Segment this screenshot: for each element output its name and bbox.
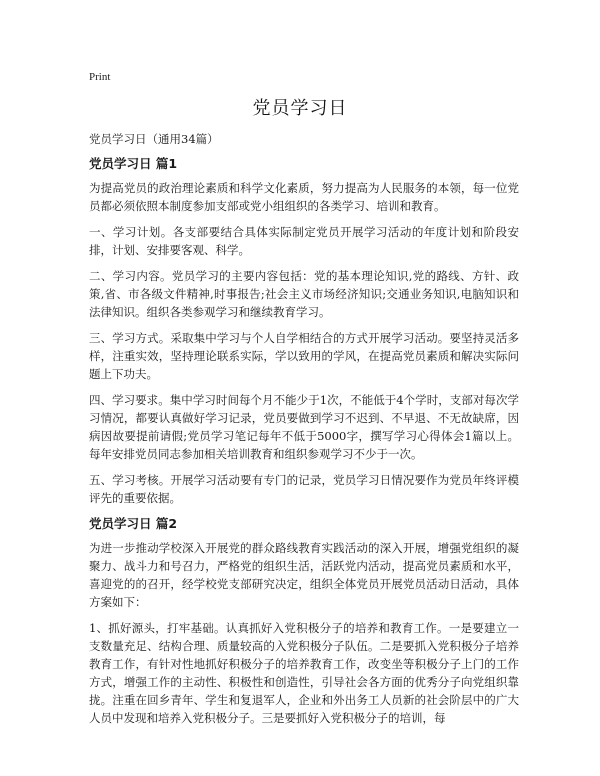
- paragraph: 为提高党员的政治理论素质和科学文化素质，努力提高为人民服务的本领，每一位党员都必须依照本制度参加支部或党小组组织的各类学习、培训和教育。: [89, 181, 519, 213]
- document-body: [89, 131, 519, 735]
- section-2: [89, 515, 519, 727]
- section-1: [89, 155, 519, 507]
- document-subtitle: 党员学习日（通用34篇）: [89, 132, 219, 146]
- paragraph: 五、学习考核。开展学习活动要有专门的记录，党员学习日情况要作为党员年终评模评先的重要依据。: [89, 473, 519, 505]
- paragraph: 二、学习内容。党员学习的主要内容包括：党的基本理论知识,党的路线、方针、政策,省、市各级文件精神,时事报告;社会主义市场经济知识;交通业务知识,电脑知识和法律知识。组织各类参观学习和继续教育学习。: [89, 269, 519, 319]
- section-heading: 党员学习日 篇1: [89, 156, 178, 171]
- paragraph: 1、抓好源头，打牢基础。认真抓好入党积极分子的培养和教育工作。一是要建立一支数量充足、结构合理、质量较高的入党积极分子队伍。二是要抓入党积极分子培养教育工作，有针对性地抓好积极分子的培养教育工作，改变坐等积极分子上门的工作方式，增强工作的主动性、积极性和创造性，引导社会各方面的优秀分子向党组织靠拢。注重在回乡青年、学生和复退军人，企业和外出务工人员新的社会阶层中的广大人员中发现和培养入党积极分子。三是要抓好入党积极分子的培训，每: [89, 621, 519, 725]
- section-heading: 党员学习日 篇2: [89, 516, 178, 531]
- page-title: 党员学习日: [252, 98, 348, 119]
- paragraph: 为进一步推动学校深入开展党的群众路线教育实践活动的深入开展，增强党组织的凝聚力、战斗力和号召力，严格党的组织生活，活跃党内活动，提高党员素质和水平，喜迎党的的召开，经学校党支部研究决定，组织全体党员开展党员活动日活动，具体方案如下：: [89, 541, 519, 609]
- print-link[interactable]: Print: [89, 71, 111, 83]
- paragraph: 三、学习方式。采取集中学习与个人自学相结合的方式开展学习活动。要坚持灵活多样，注重实效，坚持理论联系实际，学以致用的学风，在提高党员素质和解决实际问题上下功夫。: [89, 331, 519, 381]
- paragraph: 一、学习计划。各支部要结合具体实际制定党员开展学习活动的年度计划和阶段安排，计划、安排要客观、科学。: [89, 225, 519, 257]
- paragraph: 四、学习要求。集中学习时间每个月不能少于1次，不能低于4个学时，支部对每次学习情况，都要认真做好学习记录，党员要做到学习不迟到、不早退、不无故缺席，因病因故要提前请假;党员学习笔记每年不低于5000字，撰写学习心得体会1篇以上。每年安排党员同志参加相关培训教育和组织参观学习不少于一次。: [89, 393, 519, 461]
